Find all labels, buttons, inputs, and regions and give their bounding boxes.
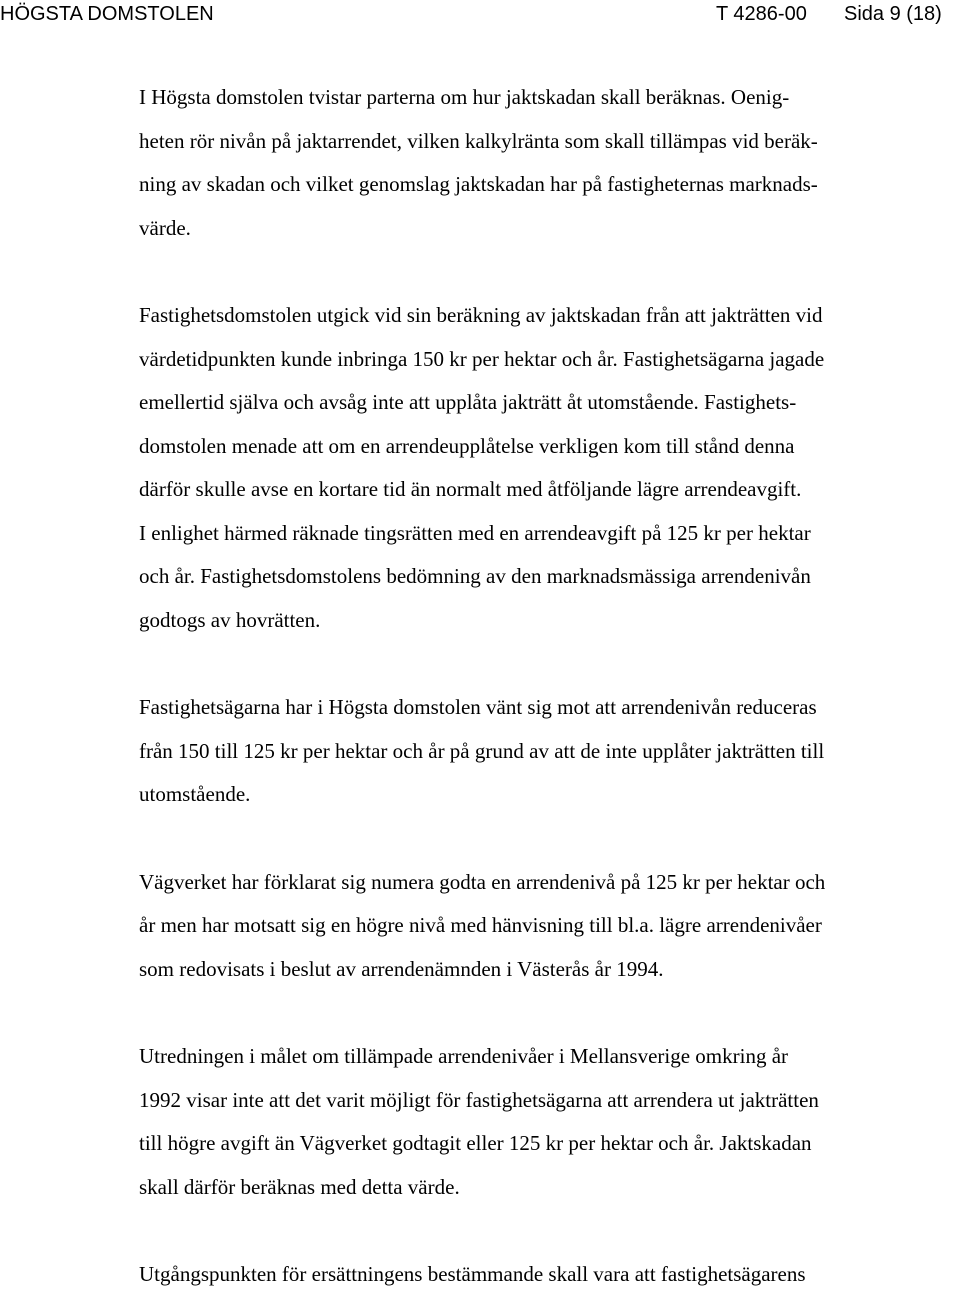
paragraph-dispute <box>139 76 939 250</box>
text-line: I enlighet härmed räknade tingsrätten med en arrendeavgift på 125 kr per hektar <box>139 520 811 545</box>
text-line: skall därför beräknas med detta värde. <box>139 1174 460 1199</box>
text-line: godtogs av hovrätten. <box>139 607 321 632</box>
paragraph-gap <box>139 991 939 1035</box>
text-line: därför skulle avse en kortare tid än normalt med åtföljande lägre arrendeavgift. <box>139 477 802 501</box>
text-line: Utgångspunkten för ersättningens bestämmande skall vara att fastighetsägarens <box>139 1262 806 1286</box>
paragraph-land-court <box>139 294 939 642</box>
text-line: 1992 visar inte att det varit möjligt för fastighetsägarna att arrendera ut jakträtten <box>139 1087 819 1112</box>
paragraph-road-authority <box>139 861 939 992</box>
page-header <box>0 0 960 32</box>
text-line: värdetidpunkten kunde inbringa 150 kr per hektar och år. Fastighetsägarna jagade <box>139 346 825 371</box>
paragraph-owners <box>139 686 939 817</box>
paragraph-investigation <box>139 1035 939 1209</box>
text-line: utomstående. <box>139 782 251 806</box>
paragraph-gap <box>139 817 939 861</box>
page-number: Sida 9 (18) <box>844 3 942 25</box>
paragraph-gap <box>139 1209 939 1253</box>
text-line: värde. <box>139 215 191 240</box>
text-line: från 150 till 125 kr per hektar och år på grund av att de inte upplåter jakträtten till <box>139 738 825 763</box>
document-body <box>139 76 939 1297</box>
text-line: emellertid själva och avsåg inte att upplåta jakträtt åt utomstående. Fastighets- <box>139 390 797 414</box>
paragraph-gap <box>139 642 939 686</box>
text-line: och år. Fastighetsdomstolens bedömning av den marknadsmässiga arrendenivån <box>139 564 811 588</box>
text-line: Fastighetsägarna har i Högsta domstolen vänt sig mot att arrendenivån reduceras <box>139 695 817 719</box>
text-line: som redovisats i beslut av arrendenämnden i Västerås år 1994. <box>139 956 664 981</box>
text-line: Utredningen i målet om tillämpade arrendenivåer i Mellansverige omkring år <box>139 1044 789 1068</box>
text-line: heten rör nivån på jaktarrendet, vilken kalkylränta som skall tillämpas vid beräk- <box>139 128 818 153</box>
paragraph-gap <box>139 250 939 294</box>
text-line: I Högsta domstolen tvistar parterna om hur jaktskadan skall beräknas. Oenig- <box>139 85 790 109</box>
text-line: år men har motsatt sig en högre nivå med hänvisning till bl.a. lägre arrendenivåer <box>139 913 822 937</box>
text-line: Vägverket har förklarat sig numera godta en arrendenivå på 125 kr per hektar och <box>139 869 826 894</box>
court-name: HÖGSTA DOMSTOLEN <box>0 3 214 25</box>
paragraph-starting-point <box>139 1253 939 1297</box>
text-line: domstolen menade att om en arrendeupplåtelse verkligen kom till stånd denna <box>139 433 795 458</box>
text-line: till högre avgift än Vägverket godtagit eller 125 kr per hektar och år. Jaktskadan <box>139 1131 812 1155</box>
text-line: ning av skadan och vilket genomslag jaktskadan har på fastigheternas marknads- <box>139 172 818 196</box>
case-number: T 4286-00 <box>716 3 807 25</box>
text-line: Fastighetsdomstolen utgick vid sin beräkning av jaktskadan från att jakträtten vid <box>139 303 823 327</box>
